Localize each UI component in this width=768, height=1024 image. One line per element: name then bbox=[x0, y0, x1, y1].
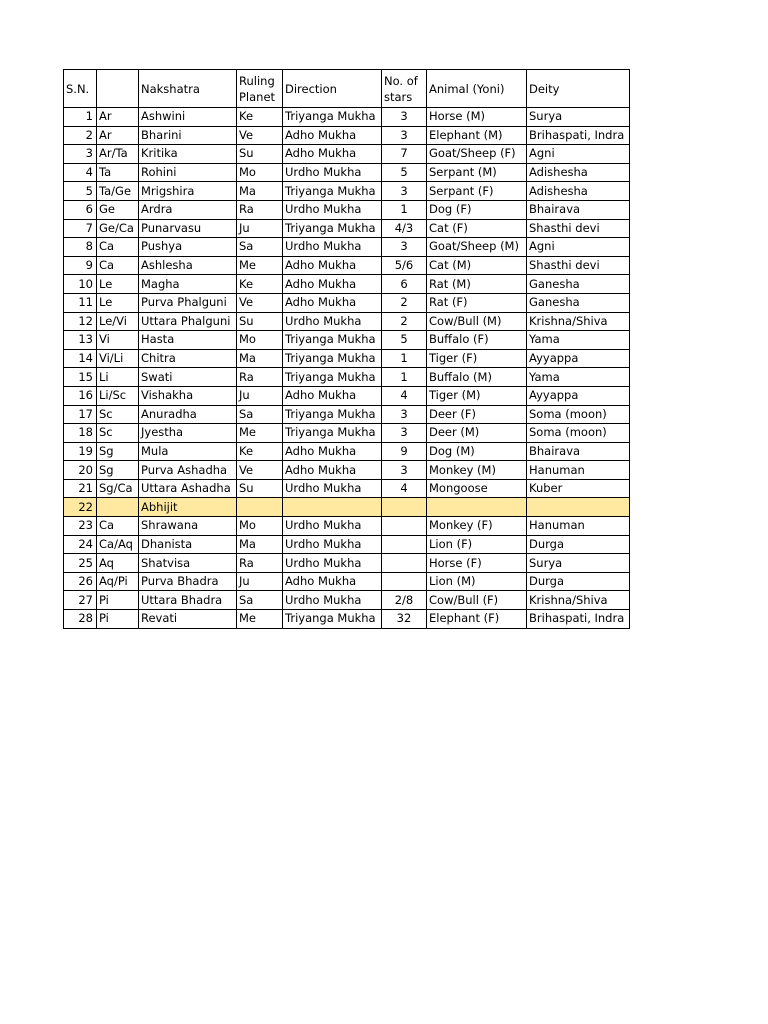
cell-ruling-planet: Ma bbox=[237, 535, 283, 554]
cell-no-of-stars: 7 bbox=[382, 145, 427, 164]
cell-sn: 5 bbox=[64, 182, 97, 201]
cell-sign: Ca bbox=[97, 517, 139, 536]
table-row bbox=[64, 610, 630, 629]
cell-ruling-planet: Sa bbox=[237, 591, 283, 610]
cell-animal: Tiger (F) bbox=[427, 349, 527, 368]
table-row bbox=[64, 182, 630, 201]
cell-ruling-planet: Me bbox=[237, 610, 283, 629]
cell-no-of-stars: 1 bbox=[382, 368, 427, 387]
cell-direction: Urdho Mukha bbox=[283, 200, 382, 219]
cell-ruling-planet: Mo bbox=[237, 517, 283, 536]
table-row bbox=[64, 126, 630, 145]
cell-deity: Kuber bbox=[527, 479, 630, 498]
cell-sign: Ta/Ge bbox=[97, 182, 139, 201]
cell-sn: 13 bbox=[64, 331, 97, 350]
cell-deity: Brihaspati, Indra bbox=[527, 126, 630, 145]
cell-no-of-stars: 2/8 bbox=[382, 591, 427, 610]
cell-sign: Ar bbox=[97, 126, 139, 145]
cell-nakshatra: Rohini bbox=[139, 163, 237, 182]
cell-animal: Goat/Sheep (F) bbox=[427, 145, 527, 164]
cell-sign: Aq/Pi bbox=[97, 572, 139, 591]
cell-ruling-planet: Ju bbox=[237, 572, 283, 591]
cell-direction: Urdho Mukha bbox=[283, 517, 382, 536]
cell-animal: Mongoose bbox=[427, 479, 527, 498]
cell-sign: Pi bbox=[97, 610, 139, 629]
cell-direction: Adho Mukha bbox=[283, 145, 382, 164]
cell-direction: Adho Mukha bbox=[283, 293, 382, 312]
cell-no-of-stars: 3 bbox=[382, 424, 427, 443]
cell-deity: Yama bbox=[527, 368, 630, 387]
cell-animal: Serpant (M) bbox=[427, 163, 527, 182]
cell-animal: Elephant (F) bbox=[427, 610, 527, 629]
cell-ruling-planet: Ma bbox=[237, 349, 283, 368]
cell-direction: Urdho Mukha bbox=[283, 163, 382, 182]
cell-nakshatra: Purva Phalguni bbox=[139, 293, 237, 312]
cell-sn: 2 bbox=[64, 126, 97, 145]
cell-deity: Bhairava bbox=[527, 442, 630, 461]
cell-deity: Soma (moon) bbox=[527, 424, 630, 443]
cell-sign bbox=[97, 498, 139, 517]
table-row bbox=[64, 145, 630, 164]
cell-nakshatra: Ashwini bbox=[139, 108, 237, 127]
cell-ruling-planet: Me bbox=[237, 424, 283, 443]
table-row bbox=[64, 554, 630, 573]
cell-direction: Triyanga Mukha bbox=[283, 424, 382, 443]
cell-sign: Ar/Ta bbox=[97, 145, 139, 164]
cell-direction: Urdho Mukha bbox=[283, 591, 382, 610]
cell-deity: Soma (moon) bbox=[527, 405, 630, 424]
cell-animal: Cat (F) bbox=[427, 219, 527, 238]
cell-sign: Vi bbox=[97, 331, 139, 350]
cell-sn: 26 bbox=[64, 572, 97, 591]
header-sn: S.N. bbox=[64, 70, 97, 108]
cell-animal: Rat (F) bbox=[427, 293, 527, 312]
cell-sn: 14 bbox=[64, 349, 97, 368]
cell-direction: Adho Mukha bbox=[283, 256, 382, 275]
cell-no-of-stars: 2 bbox=[382, 293, 427, 312]
cell-deity: Ganesha bbox=[527, 275, 630, 294]
cell-no-of-stars: 5 bbox=[382, 331, 427, 350]
cell-ruling-planet: Ke bbox=[237, 275, 283, 294]
cell-no-of-stars bbox=[382, 554, 427, 573]
cell-nakshatra: Anuradha bbox=[139, 405, 237, 424]
table-row bbox=[64, 405, 630, 424]
cell-sign: Ge/Ca bbox=[97, 219, 139, 238]
table-row bbox=[64, 219, 630, 238]
cell-ruling-planet: Ve bbox=[237, 461, 283, 480]
cell-no-of-stars: 4 bbox=[382, 479, 427, 498]
cell-no-of-stars: 1 bbox=[382, 200, 427, 219]
cell-nakshatra: Revati bbox=[139, 610, 237, 629]
cell-direction: Triyanga Mukha bbox=[283, 108, 382, 127]
cell-ruling-planet: Ve bbox=[237, 126, 283, 145]
cell-nakshatra: Kritika bbox=[139, 145, 237, 164]
cell-animal: Lion (M) bbox=[427, 572, 527, 591]
cell-sn: 1 bbox=[64, 108, 97, 127]
cell-direction: Adho Mukha bbox=[283, 461, 382, 480]
cell-nakshatra: Dhanista bbox=[139, 535, 237, 554]
cell-no-of-stars: 3 bbox=[382, 126, 427, 145]
cell-ruling-planet: Su bbox=[237, 312, 283, 331]
cell-nakshatra: Ardra bbox=[139, 200, 237, 219]
cell-animal: Cow/Bull (F) bbox=[427, 591, 527, 610]
cell-deity: Durga bbox=[527, 572, 630, 591]
cell-nakshatra: Uttara Phalguni bbox=[139, 312, 237, 331]
table-row bbox=[64, 461, 630, 480]
cell-ruling-planet: Mo bbox=[237, 163, 283, 182]
table-row bbox=[64, 312, 630, 331]
cell-no-of-stars bbox=[382, 517, 427, 536]
cell-sign: Sg bbox=[97, 461, 139, 480]
cell-deity: Adishesha bbox=[527, 182, 630, 201]
table-row bbox=[64, 424, 630, 443]
cell-ruling-planet: Ma bbox=[237, 182, 283, 201]
cell-ruling-planet: Su bbox=[237, 479, 283, 498]
cell-ruling-planet: Ke bbox=[237, 108, 283, 127]
cell-deity: Krishna/Shiva bbox=[527, 312, 630, 331]
cell-deity: Yama bbox=[527, 331, 630, 350]
cell-direction: Adho Mukha bbox=[283, 275, 382, 294]
table-row bbox=[64, 535, 630, 554]
cell-animal: Lion (F) bbox=[427, 535, 527, 554]
cell-direction: Triyanga Mukha bbox=[283, 405, 382, 424]
cell-no-of-stars: 3 bbox=[382, 405, 427, 424]
cell-sn: 23 bbox=[64, 517, 97, 536]
table-row bbox=[64, 331, 630, 350]
cell-animal: Dog (F) bbox=[427, 200, 527, 219]
cell-direction: Triyanga Mukha bbox=[283, 219, 382, 238]
table-row bbox=[64, 200, 630, 219]
cell-direction: Urdho Mukha bbox=[283, 312, 382, 331]
cell-sign: Li/Sc bbox=[97, 386, 139, 405]
cell-direction: Urdho Mukha bbox=[283, 554, 382, 573]
cell-ruling-planet: Ju bbox=[237, 219, 283, 238]
cell-no-of-stars: 9 bbox=[382, 442, 427, 461]
cell-nakshatra: Punarvasu bbox=[139, 219, 237, 238]
table-row bbox=[64, 572, 630, 591]
cell-direction bbox=[283, 498, 382, 517]
cell-ruling-planet: Ra bbox=[237, 554, 283, 573]
cell-animal: Monkey (M) bbox=[427, 461, 527, 480]
cell-animal: Elephant (M) bbox=[427, 126, 527, 145]
cell-deity: Surya bbox=[527, 554, 630, 573]
cell-no-of-stars: 3 bbox=[382, 238, 427, 257]
table-row bbox=[64, 163, 630, 182]
cell-nakshatra: Uttara Bhadra bbox=[139, 591, 237, 610]
cell-sign: Ge bbox=[97, 200, 139, 219]
cell-sign: Ca bbox=[97, 238, 139, 257]
cell-sign: Sc bbox=[97, 405, 139, 424]
table-row bbox=[64, 517, 630, 536]
cell-no-of-stars: 3 bbox=[382, 108, 427, 127]
cell-deity: Shasthi devi bbox=[527, 219, 630, 238]
cell-deity: Bhairava bbox=[527, 200, 630, 219]
cell-no-of-stars: 3 bbox=[382, 182, 427, 201]
table-row bbox=[64, 293, 630, 312]
cell-no-of-stars: 6 bbox=[382, 275, 427, 294]
cell-sn: 7 bbox=[64, 219, 97, 238]
cell-nakshatra: Vishakha bbox=[139, 386, 237, 405]
cell-animal bbox=[427, 498, 527, 517]
cell-deity bbox=[527, 498, 630, 517]
cell-sn: 6 bbox=[64, 200, 97, 219]
cell-animal: Horse (F) bbox=[427, 554, 527, 573]
cell-sn: 15 bbox=[64, 368, 97, 387]
cell-sign: Le/Vi bbox=[97, 312, 139, 331]
cell-direction: Urdho Mukha bbox=[283, 479, 382, 498]
cell-animal: Deer (M) bbox=[427, 424, 527, 443]
cell-deity: Agni bbox=[527, 145, 630, 164]
cell-deity: Adishesha bbox=[527, 163, 630, 182]
cell-no-of-stars: 5/6 bbox=[382, 256, 427, 275]
cell-nakshatra: Swati bbox=[139, 368, 237, 387]
cell-ruling-planet bbox=[237, 498, 283, 517]
cell-ruling-planet: Sa bbox=[237, 238, 283, 257]
cell-sn: 20 bbox=[64, 461, 97, 480]
header-deity: Deity bbox=[527, 70, 630, 108]
table-row bbox=[64, 591, 630, 610]
cell-sn: 16 bbox=[64, 386, 97, 405]
table-row bbox=[64, 498, 630, 517]
cell-sign: Pi bbox=[97, 591, 139, 610]
cell-animal: Serpant (F) bbox=[427, 182, 527, 201]
cell-ruling-planet: Ju bbox=[237, 386, 283, 405]
cell-sn: 24 bbox=[64, 535, 97, 554]
cell-animal: Dog (M) bbox=[427, 442, 527, 461]
cell-ruling-planet: Ra bbox=[237, 200, 283, 219]
header-no-of-stars: No. of stars bbox=[382, 70, 427, 108]
cell-no-of-stars: 1 bbox=[382, 349, 427, 368]
cell-ruling-planet: Sa bbox=[237, 405, 283, 424]
cell-direction: Triyanga Mukha bbox=[283, 368, 382, 387]
cell-animal: Rat (M) bbox=[427, 275, 527, 294]
cell-direction: Urdho Mukha bbox=[283, 535, 382, 554]
cell-sign: Le bbox=[97, 275, 139, 294]
cell-sn: 21 bbox=[64, 479, 97, 498]
cell-nakshatra: Shrawana bbox=[139, 517, 237, 536]
cell-nakshatra: Jyestha bbox=[139, 424, 237, 443]
cell-ruling-planet: Mo bbox=[237, 331, 283, 350]
cell-no-of-stars: 32 bbox=[382, 610, 427, 629]
cell-sn: 10 bbox=[64, 275, 97, 294]
cell-deity: Brihaspati, Indra bbox=[527, 610, 630, 629]
cell-direction: Triyanga Mukha bbox=[283, 610, 382, 629]
header-sign bbox=[97, 70, 139, 108]
cell-direction: Triyanga Mukha bbox=[283, 182, 382, 201]
cell-no-of-stars: 3 bbox=[382, 461, 427, 480]
cell-ruling-planet: Su bbox=[237, 145, 283, 164]
table-row bbox=[64, 256, 630, 275]
cell-deity: Krishna/Shiva bbox=[527, 591, 630, 610]
cell-sign: Ca/Aq bbox=[97, 535, 139, 554]
cell-no-of-stars: 5 bbox=[382, 163, 427, 182]
cell-animal: Tiger (M) bbox=[427, 386, 527, 405]
cell-animal: Buffalo (F) bbox=[427, 331, 527, 350]
header-ruling-planet: Ruling Planet bbox=[237, 70, 283, 108]
cell-no-of-stars bbox=[382, 498, 427, 517]
cell-sn: 17 bbox=[64, 405, 97, 424]
cell-sign: Ar bbox=[97, 108, 139, 127]
cell-sign: Vi/Li bbox=[97, 349, 139, 368]
cell-ruling-planet: Ra bbox=[237, 368, 283, 387]
cell-sn: 4 bbox=[64, 163, 97, 182]
cell-deity: Hanuman bbox=[527, 517, 630, 536]
cell-sn: 3 bbox=[64, 145, 97, 164]
cell-sign: Aq bbox=[97, 554, 139, 573]
cell-direction: Adho Mukha bbox=[283, 386, 382, 405]
cell-nakshatra: Magha bbox=[139, 275, 237, 294]
cell-nakshatra: Shatvisa bbox=[139, 554, 237, 573]
cell-nakshatra: Hasta bbox=[139, 331, 237, 350]
cell-ruling-planet: Ke bbox=[237, 442, 283, 461]
cell-nakshatra: Chitra bbox=[139, 349, 237, 368]
cell-animal: Deer (F) bbox=[427, 405, 527, 424]
cell-deity: Ayyappa bbox=[527, 349, 630, 368]
cell-animal: Monkey (F) bbox=[427, 517, 527, 536]
cell-nakshatra: Pushya bbox=[139, 238, 237, 257]
cell-sn: 18 bbox=[64, 424, 97, 443]
cell-nakshatra: Abhijit bbox=[139, 498, 237, 517]
cell-nakshatra: Mrigshira bbox=[139, 182, 237, 201]
cell-deity: Hanuman bbox=[527, 461, 630, 480]
cell-animal: Cat (M) bbox=[427, 256, 527, 275]
cell-sn: 19 bbox=[64, 442, 97, 461]
cell-no-of-stars bbox=[382, 572, 427, 591]
cell-direction: Urdho Mukha bbox=[283, 238, 382, 257]
cell-sign: Sg bbox=[97, 442, 139, 461]
cell-sn: 25 bbox=[64, 554, 97, 573]
cell-animal: Buffalo (M) bbox=[427, 368, 527, 387]
cell-direction: Adho Mukha bbox=[283, 572, 382, 591]
table-row bbox=[64, 275, 630, 294]
cell-deity: Agni bbox=[527, 238, 630, 257]
cell-deity: Ayyappa bbox=[527, 386, 630, 405]
header-row bbox=[64, 70, 630, 108]
table-row bbox=[64, 368, 630, 387]
table-row bbox=[64, 349, 630, 368]
cell-animal: Horse (M) bbox=[427, 108, 527, 127]
table-row bbox=[64, 442, 630, 461]
cell-animal: Goat/Sheep (M) bbox=[427, 238, 527, 257]
cell-animal: Cow/Bull (M) bbox=[427, 312, 527, 331]
cell-sn: 12 bbox=[64, 312, 97, 331]
cell-direction: Triyanga Mukha bbox=[283, 331, 382, 350]
cell-sn: 8 bbox=[64, 238, 97, 257]
cell-direction: Triyanga Mukha bbox=[283, 349, 382, 368]
cell-sn: 27 bbox=[64, 591, 97, 610]
cell-ruling-planet: Ve bbox=[237, 293, 283, 312]
cell-sign: Sg/Ca bbox=[97, 479, 139, 498]
cell-nakshatra: Ashlesha bbox=[139, 256, 237, 275]
cell-no-of-stars: 2 bbox=[382, 312, 427, 331]
header-animal: Animal (Yoni) bbox=[427, 70, 527, 108]
cell-deity: Durga bbox=[527, 535, 630, 554]
cell-sign: Ta bbox=[97, 163, 139, 182]
header-nakshatra: Nakshatra bbox=[139, 70, 237, 108]
cell-sn: 9 bbox=[64, 256, 97, 275]
table-row bbox=[64, 386, 630, 405]
cell-sign: Le bbox=[97, 293, 139, 312]
cell-sign: Sc bbox=[97, 424, 139, 443]
header-direction: Direction bbox=[283, 70, 382, 108]
cell-direction: Adho Mukha bbox=[283, 442, 382, 461]
cell-nakshatra: Purva Ashadha bbox=[139, 461, 237, 480]
cell-sn: 28 bbox=[64, 610, 97, 629]
cell-deity: Surya bbox=[527, 108, 630, 127]
cell-deity: Ganesha bbox=[527, 293, 630, 312]
cell-nakshatra: Bharini bbox=[139, 126, 237, 145]
table-row bbox=[64, 238, 630, 257]
cell-ruling-planet: Me bbox=[237, 256, 283, 275]
table-row bbox=[64, 479, 630, 498]
cell-sign: Li bbox=[97, 368, 139, 387]
table-body bbox=[64, 108, 630, 629]
table-row bbox=[64, 108, 630, 127]
cell-no-of-stars: 4/3 bbox=[382, 219, 427, 238]
cell-deity: Shasthi devi bbox=[527, 256, 630, 275]
cell-sign: Ca bbox=[97, 256, 139, 275]
cell-nakshatra: Purva Bhadra bbox=[139, 572, 237, 591]
cell-direction: Adho Mukha bbox=[283, 126, 382, 145]
cell-no-of-stars bbox=[382, 535, 427, 554]
cell-nakshatra: Mula bbox=[139, 442, 237, 461]
nakshatra-table bbox=[63, 69, 630, 629]
cell-sn: 22 bbox=[64, 498, 97, 517]
cell-nakshatra: Uttara Ashadha bbox=[139, 479, 237, 498]
cell-no-of-stars: 4 bbox=[382, 386, 427, 405]
cell-sn: 11 bbox=[64, 293, 97, 312]
